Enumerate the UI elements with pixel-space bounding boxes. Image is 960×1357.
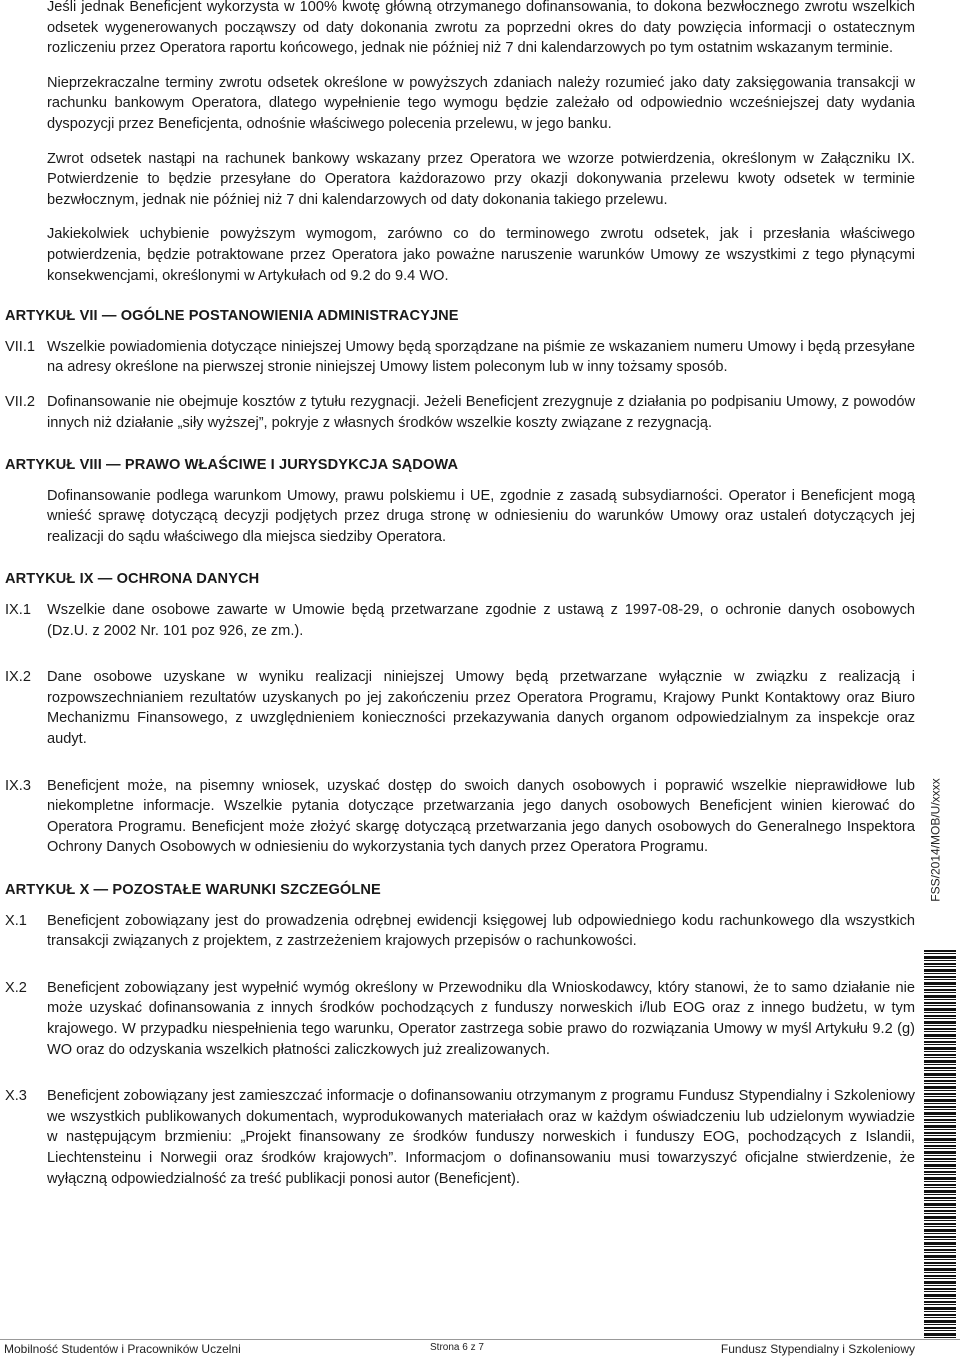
footer-program-name: Mobilność Studentów i Pracowników Uczelni xyxy=(4,1342,241,1356)
article-heading-viii: ARTYKUŁ VIII — PRAWO WŁAŚCIWE I JURYSDYKCJA SĄDOWA xyxy=(5,457,459,474)
clause-ix-2 xyxy=(5,667,915,749)
barcode-icon xyxy=(924,950,956,1340)
paragraph: Dofinansowanie podlega warunkom Umowy, prawu polskiemu i UE, zgodnie z zasadą subsydiarności. Operator i Beneficjent mogą wnieść sprawę dotyczącą decyzji podjętych przez druga stronę w odniesieniu do warunków Umowy oraz ustaleń dotyczących jej realizacji do sądu właściwego dla miejsca siedziby Operatora. xyxy=(47,487,915,545)
article-heading-ix: ARTYKUŁ IX — OCHRONA DANYCH xyxy=(5,571,260,588)
clause-number: IX.1 xyxy=(5,602,31,619)
document-body xyxy=(5,0,915,1203)
paragraph: Nieprzekraczalne terminy zwrotu odsetek określone w powyższych zdaniach należy rozumieć jako daty zaksięgowania transakcji w rachunku bankowym Operatora, dlatego wypełnienie tego wymogu będzie zależało od odpowiednio wcześniejszej daty wydania dyspozycji przez Beneficjenta, odnośnie właściwego polecenia przelewu, w jego banku. xyxy=(47,74,915,132)
clause-x-1 xyxy=(5,911,915,952)
clause-text: Dane osobowe uzyskane w wyniku realizacji niniejszej Umowy będą przetwarzane wyłącznie w związku z realizacją i rozpowszechnianiem rezultatów uzyskanych po jej zakończeniu przez Operatora Programu, Krajowy Punkt Kontaktowy oraz Biuro Mechanizmu Finansowego, z uwzględnieniem konieczności przekazywania danych organom odpowiedzialnym za inspekcje oraz audyt. xyxy=(47,669,915,748)
clause-text: Wszelkie powiadomienia dotyczące niniejszej Umowy będą sporządzane na piśmie ze wskazaniem numeru Umowy i będą przesyłane na adresy określone na pierwszej stronie niniejszej Umowy listem poleconym lub w inny tożsamy sposób. xyxy=(47,338,915,376)
article-heading-vii: ARTYKUŁ VII — OGÓLNE POSTANOWIENIA ADMINISTRACYJNE xyxy=(5,308,459,325)
clause-vii-2 xyxy=(5,392,915,433)
clause-number: VII.2 xyxy=(5,393,36,410)
clause-number: X.1 xyxy=(5,912,27,929)
clause-x-3 xyxy=(5,1086,915,1189)
clause-number: X.3 xyxy=(5,1088,27,1105)
page-footer xyxy=(0,1339,960,1357)
paragraph: Jakiekolwiek uchybienie powyższym wymogom, zarówno co do terminowego zwrotu odsetek, jak i przesłania właściwego potwierdzenia, będzie potraktowane przez Operatora jako poważne naruszenie warunków Umowy ze wszystkimi z tego płynącymi konsekwencjami, określonymi w Artykułach od 9.2 do 9.4 WO. xyxy=(47,226,915,284)
article-heading-x: ARTYKUŁ X — POZOSTAŁE WARUNKI SZCZEGÓLNE xyxy=(5,882,381,898)
clause-text: Dofinansowanie nie obejmuje kosztów z tytułu rezygnacji. Jeżeli Beneficjent zrezygnuje z działania po podpisaniu Umowy, z powodów innych niż działanie „siły wyższej”, pokryje z własnych środków wszelkie koszty związane z rezygnacją. xyxy=(47,393,915,431)
clause-text: Beneficjent może, na pisemny wniosek, uzyskać dostęp do swoich danych osobowych i poprawić wszelkie nieprawidłowe lub niekompletne informacje. Wszelkie pytania dotyczące przetwarzania jego danych osobowych Beneficjent winien kierować do Operatora Programu. Beneficjent może złożyć skargę dotyczącą przetwarzania jego danych osobowych do Generalnego Inspektora Ochrony Danych Osobowych w odniesieniu do wykorzystania tych danych przez Operatora Programu. xyxy=(47,777,915,856)
clause-vii-1 xyxy=(5,337,915,378)
clause-ix-3 xyxy=(5,776,915,858)
clause-ix-1 xyxy=(5,600,915,641)
page-number: Strona 6 z 7 xyxy=(430,1342,484,1353)
paragraph: Zwrot odsetek nastąpi na rachunek bankowy wskazany przez Operatora we wzorze potwierdzenia, określonym w Załączniku IX. Potwierdzenie to będzie przesyłane do Operatora każdorazowo przy okazji dokonywania przelewu kwoty odsetek w terminie bezwłocznym, jednak nie później niż 7 dni kalendarzowych od daty dokonania takiego przelewu. xyxy=(47,150,915,208)
document-code-text: FSS/2014/MOB/U/xxxx xyxy=(929,778,943,902)
document-code xyxy=(924,770,948,910)
footer-fund-name: Fundusz Stypendialny i Szkoleniowy xyxy=(720,1342,915,1356)
paragraph: Jeśli jednak Beneficjent wykorzysta w 100% kwotę główną otrzymanego dofinansowania, to dokona bezwłocznego zwrotu wszelkich odsetek wygenerowanych począwszy od daty dokonania zwrotu za poprzedni okres do daty powzięcia informacji o ostatecznym rozliczeniu przez Operatora raportu końcowego, jednak nie później niż 7 dni kalendarzowych po tym ostatnim wskazanym terminie. xyxy=(47,0,915,57)
clause-number: VII.1 xyxy=(5,338,36,355)
clause-x-2 xyxy=(5,978,915,1060)
clause-text: Wszelkie dane osobowe zawarte w Umowie będą przetwarzane zgodnie z ustawą z 1997-08-29, o ochronie danych osobowych (Dz.U. z 2002 Nr. 101 poz 926, ze zm.). xyxy=(47,602,915,639)
clause-number: IX.3 xyxy=(5,777,31,794)
clause-number: X.2 xyxy=(5,979,27,996)
clause-text: Beneficjent zobowiązany jest zamieszczać informacje o dofinansowaniu otrzymanym z programu Fundusz Stypendialny i Szkoleniowy we wszystkich publikowanych dokumentach, wyprodukowanych materiałach oraz w każdym oświadczeniu lub udzielonym wywiadzie w następującym brzmieniu: „Projekt finansowany ze środków funduszy norweskich i funduszy EOG, pochodzących z Islandii, Liechtensteinu i Norwegii oraz środków krajowych”. Informacjom o dofinansowaniu musi towarzyszyć oficjalne stwierdzenie, że wyłączną odpowiedzialność za treść publikacji ponosi autor (Beneficjent). xyxy=(47,1088,915,1187)
clause-text: Beneficjent zobowiązany jest do prowadzenia odrębnej ewidencji księgowej lub odpowiedniego kodu rachunkowego dla wszystkich transakcji związanych z projektem, z zastrzeżeniem krajowych przepisów o rachunkowości. xyxy=(47,912,915,950)
clause-number: IX.2 xyxy=(5,669,31,686)
clause-text: Beneficjent zobowiązany jest wypełnić wymóg określony w Przewodniku dla Wnioskodawcy, który stanowi, że to samo działanie nie może uzyskać dofinansowania z innych środków pochodzących z funduszy norweskich i/lub EOG oraz z innego budżetu, w tym krajowego. W przypadku niespełnienia tego warunku, Operator zastrzega sobie prawo do rozwiązania Umowy w myśl Artykułu 9.2 (g) WO oraz do odzyskania wszelkich płatności zaliczkowych już zrealizowanych. xyxy=(47,979,915,1058)
